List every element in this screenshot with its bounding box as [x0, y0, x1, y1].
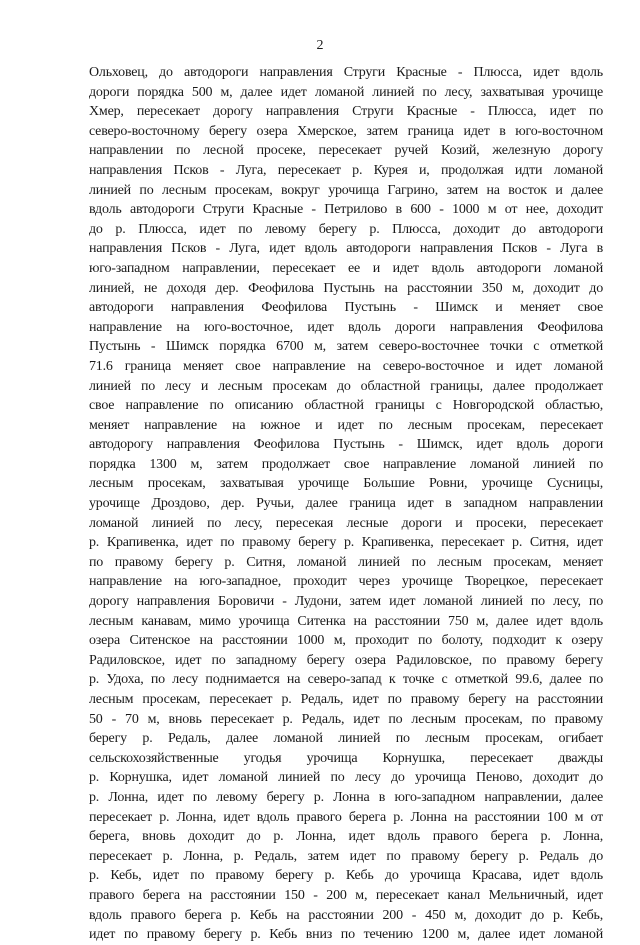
text-line: автодорогу направления Феофилова Пустынь - Шимск, идет вдоль дороги	[89, 437, 603, 453]
text-line: Пустынь - Шимск порядка 6700 м, затем северо-восточнее точки с отметкой	[89, 339, 603, 355]
text-line: р. Кебь, идет по правому берегу р. Кебь до урочища Красава, идет вдоль	[89, 868, 603, 884]
text-line: урочище Дроздово, дер. Ручьи, далее граница идет в западном направлении	[89, 496, 603, 512]
text-line: линией, не доходя дер. Феофилова Пустынь на расстоянии 350 м, доходит до	[89, 280, 603, 296]
text-line: идет по правому берегу р. Кебь вниз по течению 1200 м, далее идет ломаной	[89, 927, 603, 943]
text-line: порядка 1300 м, затем продолжает свое направление ломаной линией по	[89, 456, 603, 472]
text-line: пересекает р. Лонна, р. Редаль, затем идет по правому берегу р. Редаль до	[89, 848, 603, 864]
page-number: 2	[316, 38, 324, 53]
text-line: озера Ситенское на расстоянии 1000 м, проходит по болоту, подходит к озеру	[89, 633, 603, 649]
text-line: ломаной линией по лесу, пересекая лесные дороги и просеки, пересекает	[89, 515, 603, 531]
text-line: р. Крапивенка, идет по правому берегу р. Крапивенка, пересекает р. Ситня, идет	[89, 535, 603, 551]
text-line: по правому берегу р. Ситня, ломаной линией по лесным просекам, меняет	[89, 554, 603, 570]
text-line: Ольховец, до автодороги направления Струги Красные - Плюсса, идет вдоль	[89, 65, 603, 80]
text-line: вдоль автодороги Струги Красные - Петрилово в 600 - 1000 м от нее, доходит	[89, 202, 603, 218]
text-line: лесным канавам, мимо урочища Ситенка на расстоянии 750 м, далее идет вдоль	[89, 613, 603, 629]
text-line: р. Лонна, идет по левому берегу р. Лонна в юго-западном направлении, далее	[89, 789, 603, 805]
text-line: правого берега на расстоянии 150 - 200 м, пересекает канал Мельничный, идет	[89, 887, 603, 903]
text-line: лесным просекам, захватывая урочище Большие Ровни, урочище Сусницы,	[89, 476, 603, 492]
body-text	[89, 63, 603, 945]
text-line: северо-восточному берегу озера Хмерское, затем граница идет в юго-восточном	[89, 123, 603, 139]
text-line: юго-западном направлении, пересекает ее и идет вдоль автодороги ломаной	[89, 260, 603, 276]
text-line: направлении по лесной просеке, пересекает ручей Козий, железную дорогу	[89, 143, 603, 159]
text-line: дороги порядка 500 м, далее идет ломаной линией по лесу, захватывая урочище	[89, 84, 603, 100]
text-line: вдоль правого берега р. Кебь на расстоянии 200 - 450 м, доходит до р. Кебь,	[89, 907, 603, 923]
text-line: Радиловское, идет по западному берегу озера Радиловское, по правому берегу	[89, 652, 603, 668]
text-line: свое направление по описанию областной границы с Новгородской областью,	[89, 398, 603, 414]
text-line: лесным просекам, пересекает р. Редаль, идет по правому берегу на расстоянии	[89, 692, 603, 707]
text-line: автодороги направления Феофилова Пустынь - Шимск и меняет свое	[89, 300, 603, 316]
text-line: 50 - 70 м, вновь пересекает р. Редаль, идет по лесным просекам, по правому	[89, 711, 603, 727]
text-line: р. Корнушка, идет ломаной линией по лесу до урочища Пеново, доходит до	[89, 770, 603, 786]
text-line: р. Удоха, по лесу поднимается на северо-запад к точке с отметкой 99.6, далее по	[89, 672, 603, 688]
text-line: пересекает р. Лонна, идет вдоль правого берега р. Лонна на расстоянии 100 м от	[89, 809, 603, 825]
text-line: 71.6 граница меняет свое направление на северо-восточное и идет ломаной	[89, 358, 603, 374]
text-line: направление на юго-восточное, идет вдоль дороги направления Феофилова	[89, 319, 603, 335]
text-line: берегу р. Редаль, далее ломаной линией по лесным просекам, огибает	[89, 731, 603, 747]
text-line: берега, вновь доходит до р. Лонна, идет вдоль правого берега р. Лонна,	[89, 829, 603, 845]
text-line: до р. Плюсса, идет по левому берегу р. Плюсса, доходит до автодороги	[89, 221, 603, 237]
text-line: направление на юго-западное, проходит через урочище Творецкое, пересекает	[89, 574, 603, 590]
text-line: направления Псков - Луга, пересекает р. Курея и, продолжая идти ломаной	[89, 162, 603, 178]
text-line: меняет направление на южное и идет по лесным просекам, пересекает	[89, 417, 603, 433]
text-line: направления Псков - Луга, идет вдоль автодороги направления Псков - Луга в	[89, 241, 603, 257]
text-line: дорогу направления Боровичи - Лудони, затем идет ломаной линией по лесу, по	[89, 594, 603, 610]
text-line: Хмер, пересекает дорогу направления Струги Красные - Плюсса, идет по	[89, 104, 603, 120]
text-line: линией по лесным просекам, вокруг урочища Гагрино, затем на восток и далее	[89, 182, 603, 198]
text-line: линией по лесу и лесным просекам до областной границы, далее продолжает	[89, 378, 603, 394]
text-line: сельскохозяйственные угодья урочища Корнушка, пересекает дважды	[89, 750, 603, 766]
